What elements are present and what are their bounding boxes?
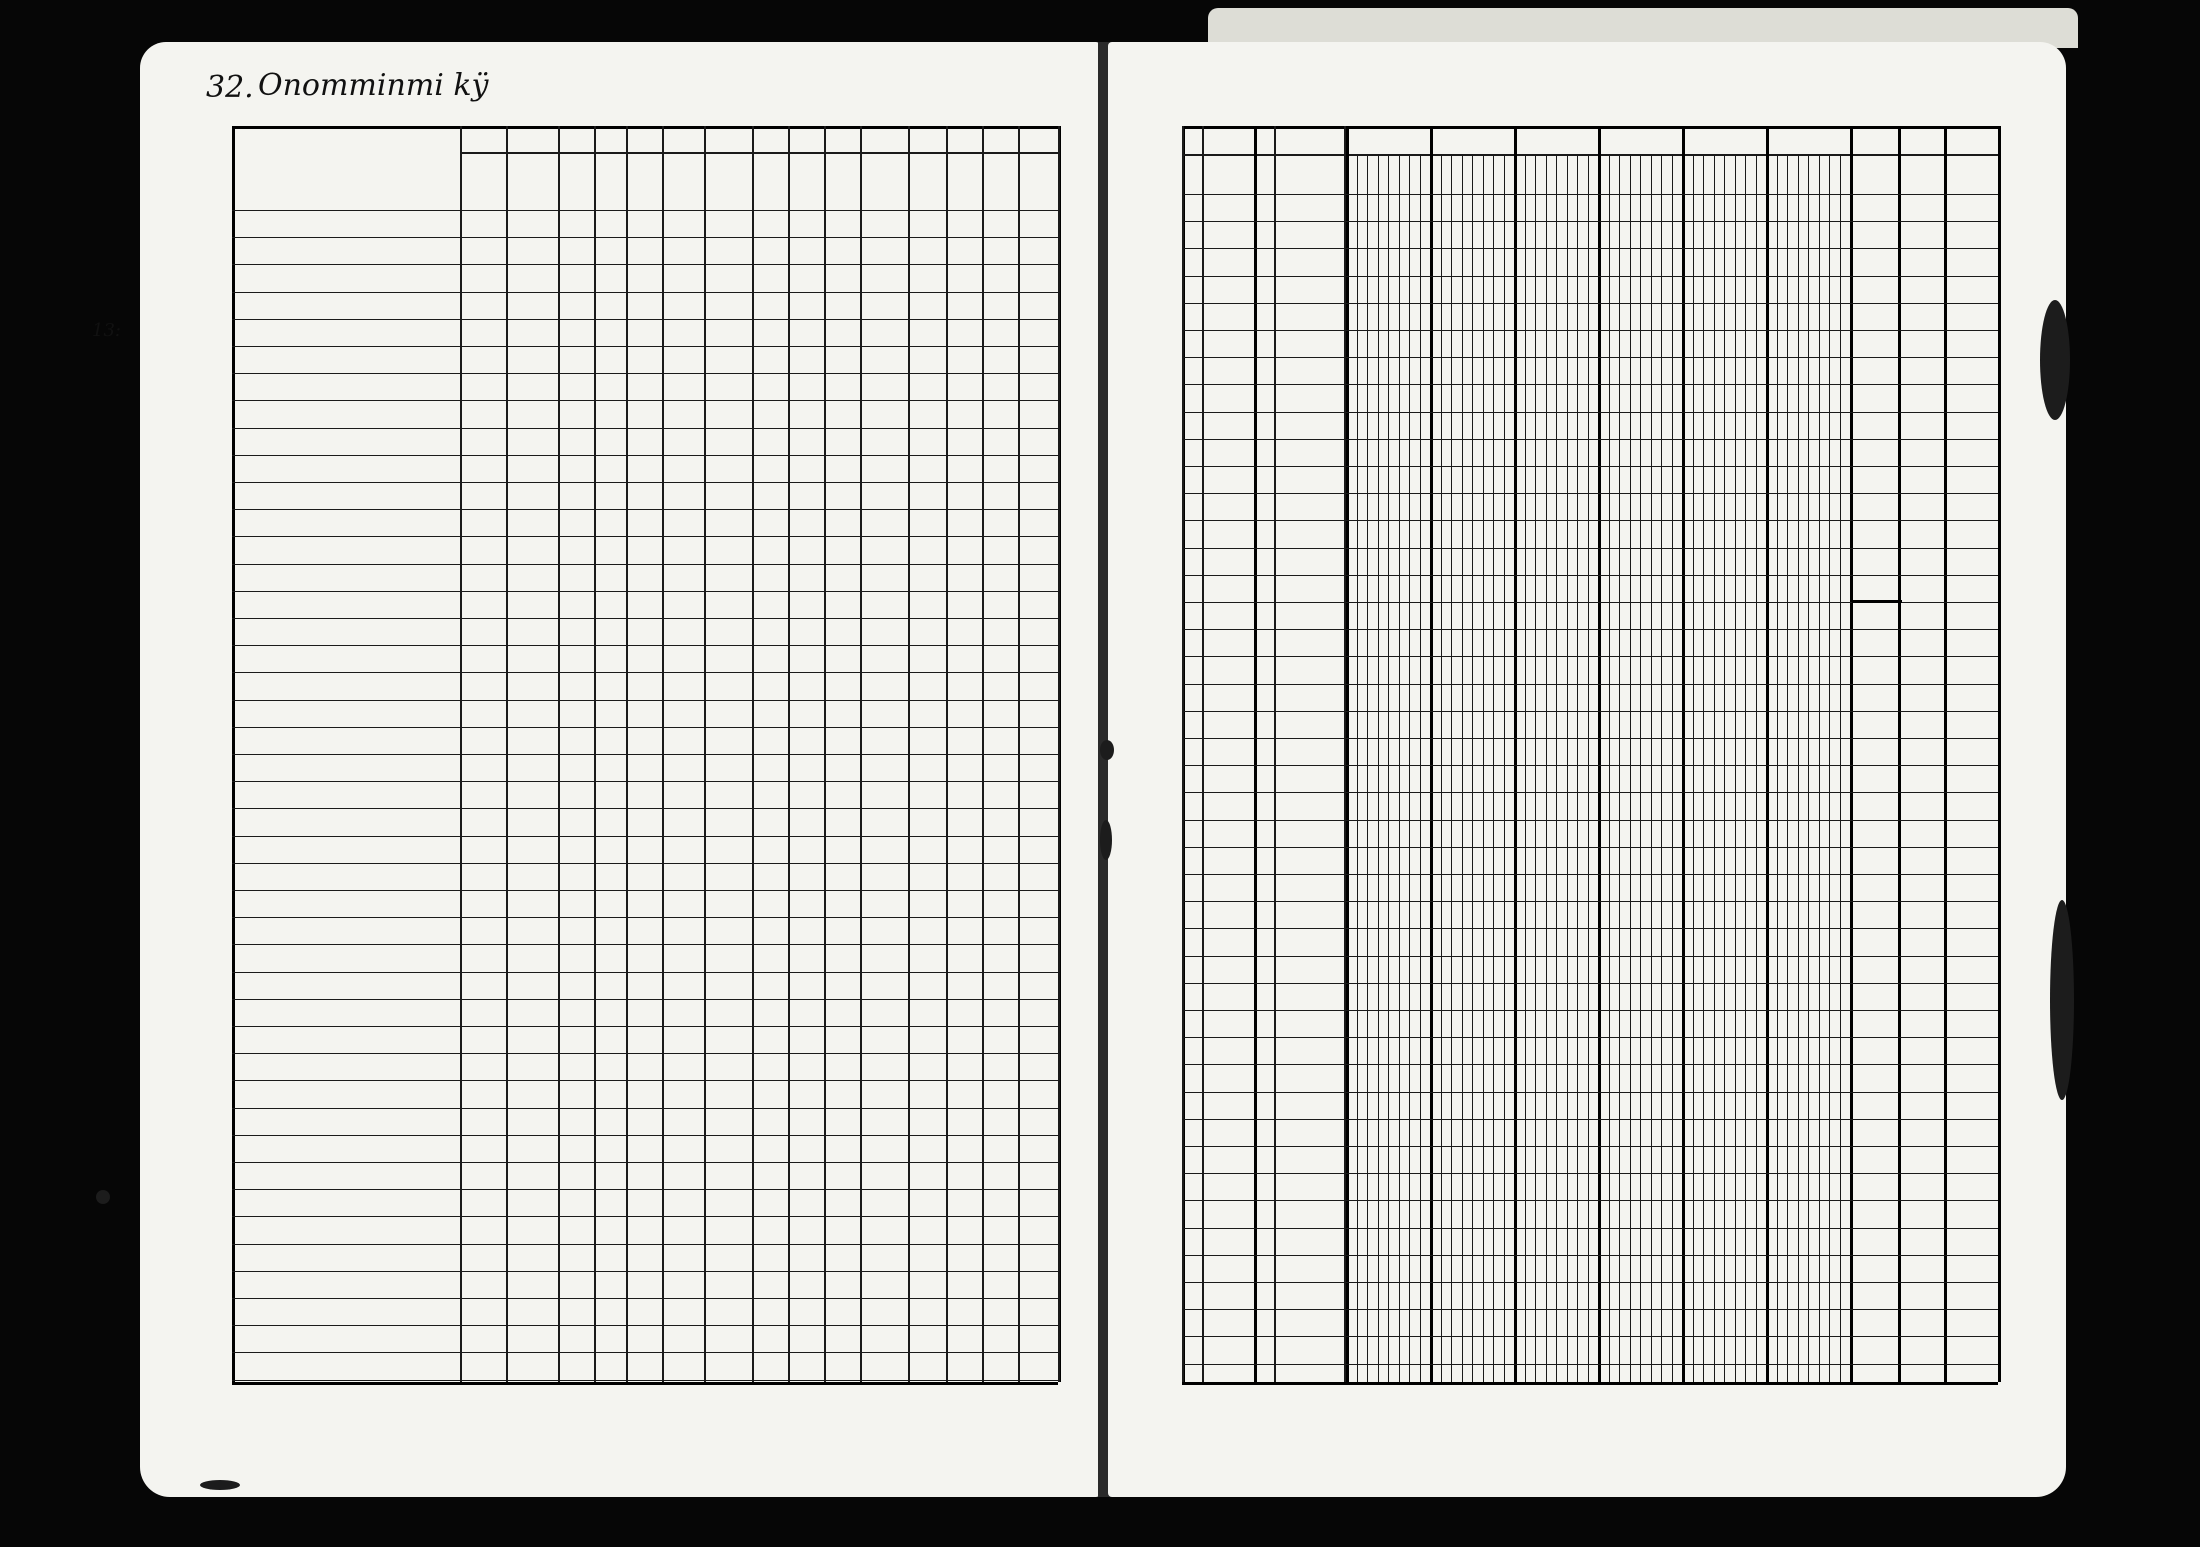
year-subcolumn-rule [1756,154,1757,1382]
row-rule [232,1053,1058,1054]
year-subcolumn-rule [1724,154,1725,1382]
year-subcolumn-rule [1808,154,1809,1382]
row-rule [232,564,1058,565]
row-rule [232,944,1058,945]
ink-smudge [1100,740,1114,760]
row-rule [1182,847,1998,848]
right-page [1108,42,2066,1497]
grid-top-rule [232,126,1058,129]
row-rule [1182,901,1998,902]
row-rule [232,1080,1058,1081]
year-subcolumn-rule [1420,154,1421,1382]
row-rule [232,373,1058,374]
row-rule [232,781,1058,782]
row-rule [1182,520,1998,521]
year-subcolumn-rule [1588,154,1589,1382]
year-block-rule [1598,126,1601,1382]
row-rule [1182,493,1998,494]
row-rule [1182,956,1998,957]
column-rule [1202,126,1204,1382]
row-rule [232,672,1058,673]
row-rule [1182,1309,1998,1310]
row-rule [232,618,1058,619]
ink-smudge [1100,820,1112,860]
page-heading: Onomminmi kÿ [258,68,489,103]
year-subcolumn-rule [1630,154,1631,1382]
year-subcolumn-rule [1640,154,1641,1382]
margin-number: 13: [92,320,121,341]
year-subcolumn-rule [1472,154,1473,1382]
year-subcolumn-rule [1714,154,1715,1382]
year-subcolumn-rule [1357,154,1358,1382]
row-rule [1182,1064,1998,1065]
row-rule [1182,1364,1998,1365]
year-subcolumn-rule [1651,154,1652,1382]
row-rule [1182,194,1998,195]
year-block-rule [1346,126,1349,1382]
grid-top-rule [1182,126,1998,129]
row-rule [232,237,1058,238]
row-rule [232,428,1058,429]
year-subcolumn-rule [1556,154,1557,1382]
grid-bottom-rule [232,1382,1058,1385]
year-subcolumn-rule [1703,154,1704,1382]
row-rule [232,1380,1058,1381]
row-rule [232,808,1058,809]
row-rule [232,292,1058,293]
row-rule [1182,276,1998,277]
row-rule [232,536,1058,537]
column-rule [1182,126,1184,1382]
year-subcolumn-rule [1378,154,1379,1382]
row-rule [1182,1146,1998,1147]
row-rule [232,1026,1058,1027]
row-rule [1182,629,1998,630]
row-rule [1182,1037,1998,1038]
year-subcolumn-rule [1819,154,1820,1382]
ink-smudge [2050,900,2074,1100]
year-subcolumn-rule [1535,154,1536,1382]
year-subcolumn-rule [1798,154,1799,1382]
year-subcolumn-rule [1840,154,1841,1382]
year-subcolumn-rule [1399,154,1400,1382]
row-rule [1182,384,1998,385]
row-rule [1182,548,1998,549]
year-subcolumn-rule [1672,154,1673,1382]
year-block-rule [1766,126,1769,1382]
row-rule [232,319,1058,320]
row-rule [232,346,1058,347]
row-rule [1182,1282,1998,1283]
row-rule [232,455,1058,456]
row-rule [232,1135,1058,1136]
row-rule [232,1108,1058,1109]
row-rule [232,863,1058,864]
row-rule [1182,1092,1998,1093]
row-rule [232,754,1058,755]
row-rule [232,509,1058,510]
year-subcolumn-rule [1609,154,1610,1382]
row-rule [232,1271,1058,1272]
row-rule [1182,765,1998,766]
year-subcolumn-rule [1787,154,1788,1382]
row-rule [1182,1119,1998,1120]
year-subcolumn-rule [1504,154,1505,1382]
row-rule [232,264,1058,265]
grid-bottom-rule [1182,1382,1998,1385]
row-rule [232,1189,1058,1190]
column-rule-thick [1944,126,1947,1382]
year-subcolumn-rule [1546,154,1547,1382]
ink-smudge [200,1480,240,1490]
column-rule-thick [1850,126,1853,1382]
year-subcolumn-rule [1619,154,1620,1382]
row-rule [232,836,1058,837]
year-subcolumn-rule [1493,154,1494,1382]
row-rule [1182,221,1998,222]
row-rule [1182,684,1998,685]
row-rule [232,890,1058,891]
row-rule [1182,792,1998,793]
page-number: 32. [206,70,254,105]
grid-right-rule [1998,126,2001,1382]
row-rule [232,482,1058,483]
row-rule [1182,711,1998,712]
row-rule [1182,656,1998,657]
row-rule [1182,1200,1998,1201]
year-subcolumn-rule [1829,154,1830,1382]
year-subcolumn-rule [1693,154,1694,1382]
row-rule [232,972,1058,973]
row-rule [1182,928,1998,929]
row-rule [1182,1336,1998,1337]
year-subcolumn-rule [1441,154,1442,1382]
row-rule [232,1244,1058,1245]
row-rule [1182,1228,1998,1229]
year-subcolumn-rule [1409,154,1410,1382]
year-subcolumn-rule [1777,154,1778,1382]
ink-smudge [2040,300,2070,420]
year-subcolumn-rule [1388,154,1389,1382]
year-subcolumn-rule [1735,154,1736,1382]
row-rule [232,1325,1058,1326]
row-rule [1182,330,1998,331]
row-rule [1182,1173,1998,1174]
row-rule [232,591,1058,592]
row-rule [1182,466,1998,467]
row-rule [232,1298,1058,1299]
row-rule [1182,412,1998,413]
row-rule [232,1216,1058,1217]
row-rule [1182,738,1998,739]
row-rule [1182,1010,1998,1011]
row-rule [232,1162,1058,1163]
row-rule [232,400,1058,401]
row-rule [1182,820,1998,821]
row-rule [1182,575,1998,576]
row-rule [232,1352,1058,1353]
year-block-rule [1430,126,1433,1382]
year-subcolumn-rule [1661,154,1662,1382]
column-rule [1058,126,1060,1382]
row-rule [232,727,1058,728]
year-subcolumn-rule [1367,154,1368,1382]
row-rule [232,700,1058,701]
column-rule-thick [1898,126,1901,1382]
year-subcolumn-rule [1483,154,1484,1382]
row-rule [232,645,1058,646]
row-rule [1182,439,1998,440]
dash-mark [1852,600,1902,603]
row-rule [232,917,1058,918]
row-rule [1182,357,1998,358]
row-rule [1182,983,1998,984]
row-rule [232,210,1058,211]
year-block-rule [1682,126,1685,1382]
year-subcolumn-rule [1577,154,1578,1382]
header-rule [1182,154,1998,156]
ink-smudge [96,1190,110,1204]
row-rule [1182,303,1998,304]
row-rule [1182,248,1998,249]
column-rule-thick [1254,126,1257,1382]
year-block-rule [1514,126,1517,1382]
year-subcolumn-rule [1462,154,1463,1382]
year-subcolumn-rule [1525,154,1526,1382]
row-rule [232,999,1058,1000]
left-page [140,42,1100,1497]
header-rule [460,152,1058,154]
row-rule [1182,1255,1998,1256]
row-rule [1182,874,1998,875]
year-subcolumn-rule [1745,154,1746,1382]
year-subcolumn-rule [1451,154,1452,1382]
column-rule [1274,126,1276,1382]
year-subcolumn-rule [1567,154,1568,1382]
